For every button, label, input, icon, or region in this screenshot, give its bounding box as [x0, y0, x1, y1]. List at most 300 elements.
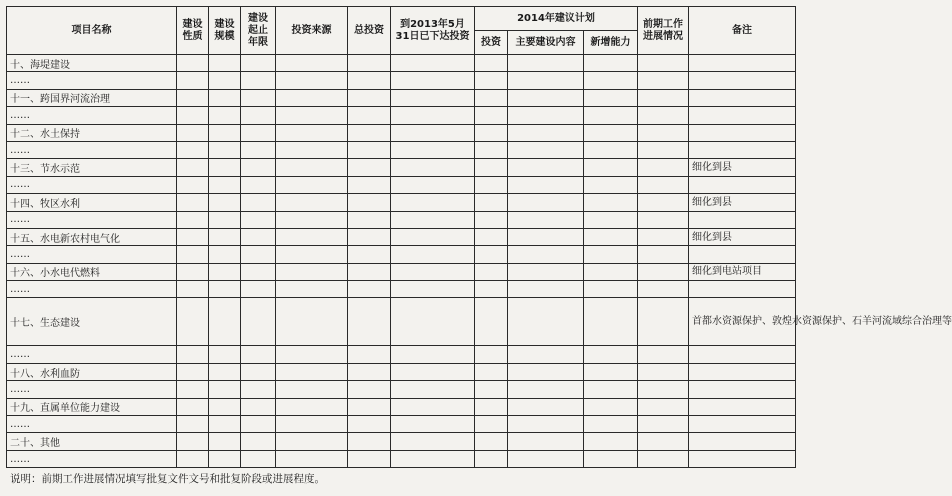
table-cell	[276, 416, 348, 433]
table-cell	[276, 72, 348, 89]
table-cell	[391, 211, 475, 228]
table-cell	[209, 89, 241, 106]
table-cell	[508, 141, 584, 158]
remarks-cell	[689, 450, 796, 467]
table-cell	[508, 72, 584, 89]
table-cell	[276, 298, 348, 346]
remarks-cell	[689, 416, 796, 433]
remarks-cell	[689, 381, 796, 398]
table-cell	[276, 55, 348, 72]
table-cell	[177, 246, 209, 263]
table-cell	[276, 228, 348, 245]
table-cell	[584, 263, 638, 280]
project-name-cell: ……	[7, 416, 177, 433]
table-cell	[475, 124, 508, 141]
table-cell	[209, 176, 241, 193]
table-cell	[475, 107, 508, 124]
table-cell	[638, 141, 689, 158]
table-cell	[348, 176, 391, 193]
remarks-cell	[689, 281, 796, 298]
remarks-cell	[689, 433, 796, 450]
table-cell	[241, 89, 276, 106]
table-cell	[209, 363, 241, 380]
col-preliminary-progress: 前期工作进展情况	[638, 7, 689, 55]
table-cell	[241, 246, 276, 263]
table-cell	[209, 298, 241, 346]
remarks-cell	[689, 176, 796, 193]
table-cell	[209, 398, 241, 415]
table-cell	[241, 450, 276, 467]
table-cell	[209, 416, 241, 433]
table-cell	[241, 159, 276, 176]
col-issued-investment: 到2013年5月31日已下达投资	[391, 7, 475, 55]
col-group-plan-2014: 2014年建议计划	[475, 7, 638, 31]
table-cell	[475, 246, 508, 263]
remarks-cell	[689, 363, 796, 380]
table-cell	[348, 298, 391, 346]
remarks-cell	[689, 398, 796, 415]
table-cell	[391, 141, 475, 158]
table-cell	[638, 298, 689, 346]
remarks-cell	[689, 55, 796, 72]
table-cell	[475, 211, 508, 228]
table-cell	[475, 176, 508, 193]
table-cell	[241, 263, 276, 280]
table-cell	[391, 107, 475, 124]
table-cell	[348, 107, 391, 124]
table-cell	[638, 381, 689, 398]
remarks-cell	[689, 211, 796, 228]
project-name-cell: 十八、水利血防	[7, 363, 177, 380]
table-cell	[177, 211, 209, 228]
table-cell	[209, 107, 241, 124]
table-cell	[475, 416, 508, 433]
table-cell	[177, 159, 209, 176]
remarks-cell: 细化到县	[689, 159, 796, 176]
col-construction-period: 建设起止年限	[241, 7, 276, 55]
table-cell	[276, 263, 348, 280]
table-cell	[276, 246, 348, 263]
table-cell	[348, 381, 391, 398]
table-cell	[391, 450, 475, 467]
table-cell	[348, 346, 391, 363]
table-cell	[276, 381, 348, 398]
table-cell	[391, 89, 475, 106]
table-cell	[584, 194, 638, 211]
table-cell	[508, 363, 584, 380]
table-cell	[638, 107, 689, 124]
table-cell	[348, 363, 391, 380]
table-cell	[209, 381, 241, 398]
table-cell	[276, 398, 348, 415]
table-cell	[638, 346, 689, 363]
table-row	[7, 281, 796, 298]
table-cell	[638, 72, 689, 89]
table-cell	[508, 381, 584, 398]
table-cell	[391, 363, 475, 380]
table-cell	[508, 416, 584, 433]
remarks-cell: 首都水资源保护、敦煌水资源保护、石羊河流域综合治理等	[689, 298, 796, 346]
table-cell	[638, 194, 689, 211]
table-cell	[475, 281, 508, 298]
table-cell	[638, 281, 689, 298]
table-cell	[391, 72, 475, 89]
table-cell	[584, 281, 638, 298]
project-name-cell: 十九、直属单位能力建设	[7, 398, 177, 415]
table-cell	[508, 159, 584, 176]
col-total-investment: 总投资	[348, 7, 391, 55]
project-name-cell: ……	[7, 141, 177, 158]
table-cell	[391, 263, 475, 280]
table-cell	[475, 72, 508, 89]
project-name-cell: ……	[7, 346, 177, 363]
table-cell	[241, 298, 276, 346]
table-cell	[348, 263, 391, 280]
table-cell	[241, 228, 276, 245]
remarks-cell	[689, 246, 796, 263]
table-cell	[391, 398, 475, 415]
table-cell	[241, 281, 276, 298]
table-cell	[348, 211, 391, 228]
table-cell	[475, 55, 508, 72]
table-cell	[241, 194, 276, 211]
table-cell	[209, 211, 241, 228]
table-cell	[177, 398, 209, 415]
table-cell	[177, 281, 209, 298]
project-name-cell: 十五、水电新农村电气化	[7, 228, 177, 245]
table-cell	[508, 228, 584, 245]
table-cell	[475, 363, 508, 380]
table-row	[7, 228, 796, 245]
table-cell	[391, 176, 475, 193]
table-cell	[508, 107, 584, 124]
table-cell	[508, 346, 584, 363]
table-cell	[391, 228, 475, 245]
table-row	[7, 159, 796, 176]
table-row	[7, 72, 796, 89]
table-row	[7, 89, 796, 106]
table-cell	[391, 281, 475, 298]
table-cell	[177, 381, 209, 398]
table-cell	[508, 211, 584, 228]
table-row	[7, 194, 796, 211]
table-cell	[177, 124, 209, 141]
project-name-cell: 十三、节水示范	[7, 159, 177, 176]
table-cell	[241, 416, 276, 433]
table-cell	[638, 124, 689, 141]
table-cell	[638, 89, 689, 106]
table-cell	[177, 263, 209, 280]
table-cell	[177, 141, 209, 158]
table-cell	[348, 246, 391, 263]
table-cell	[276, 346, 348, 363]
remarks-cell	[689, 346, 796, 363]
table-cell	[638, 263, 689, 280]
table-cell	[209, 72, 241, 89]
col-funding-source: 投资来源	[276, 7, 348, 55]
table-cell	[638, 398, 689, 415]
table-row	[7, 55, 796, 72]
table-cell	[584, 381, 638, 398]
table-cell	[391, 416, 475, 433]
table-cell	[241, 176, 276, 193]
table-cell	[508, 89, 584, 106]
table-cell	[584, 72, 638, 89]
table-cell	[241, 381, 276, 398]
table-cell	[276, 107, 348, 124]
table-cell	[276, 159, 348, 176]
remarks-cell: 细化到县	[689, 228, 796, 245]
table-cell	[177, 363, 209, 380]
table-cell	[209, 433, 241, 450]
table-cell	[508, 298, 584, 346]
table-cell	[508, 176, 584, 193]
table-cell	[508, 281, 584, 298]
table-cell	[584, 107, 638, 124]
table-cell	[508, 398, 584, 415]
table-cell	[177, 194, 209, 211]
table-cell	[209, 450, 241, 467]
table-cell	[475, 381, 508, 398]
project-name-cell: 十四、牧区水利	[7, 194, 177, 211]
table-cell	[475, 159, 508, 176]
col-remarks: 备注	[689, 7, 796, 55]
table-cell	[508, 246, 584, 263]
table-cell	[348, 450, 391, 467]
table-cell	[241, 211, 276, 228]
table-cell	[638, 433, 689, 450]
table-cell	[638, 450, 689, 467]
table-cell	[475, 433, 508, 450]
table-cell	[276, 124, 348, 141]
table-cell	[348, 159, 391, 176]
project-name-cell: ……	[7, 450, 177, 467]
table-cell	[475, 141, 508, 158]
project-name-cell: ……	[7, 246, 177, 263]
table-cell	[241, 398, 276, 415]
table-cell	[348, 433, 391, 450]
table-row	[7, 450, 796, 467]
table-cell	[209, 263, 241, 280]
table-cell	[584, 211, 638, 228]
table-cell	[391, 124, 475, 141]
table-cell	[391, 381, 475, 398]
project-name-cell: ……	[7, 72, 177, 89]
project-name-cell: ……	[7, 281, 177, 298]
table-cell	[638, 363, 689, 380]
table-cell	[584, 159, 638, 176]
table-cell	[348, 398, 391, 415]
table-cell	[276, 281, 348, 298]
remarks-cell	[689, 124, 796, 141]
table-cell	[584, 416, 638, 433]
table-cell	[177, 107, 209, 124]
table-cell	[638, 176, 689, 193]
table-row	[7, 433, 796, 450]
project-name-cell: 十二、水土保持	[7, 124, 177, 141]
table-cell	[177, 176, 209, 193]
project-name-cell: ……	[7, 176, 177, 193]
col-investment: 投资	[475, 31, 508, 55]
table-cell	[177, 72, 209, 89]
table-cell	[584, 55, 638, 72]
table-cell	[475, 263, 508, 280]
table-cell	[638, 228, 689, 245]
table-cell	[177, 416, 209, 433]
col-construction-scale: 建设规模	[209, 7, 241, 55]
investment-plan-table	[6, 6, 952, 468]
table-cell	[391, 55, 475, 72]
table-cell	[584, 124, 638, 141]
table-row	[7, 141, 796, 158]
table-row	[7, 107, 796, 124]
table-cell	[584, 346, 638, 363]
project-name-cell: 十六、小水电代燃料	[7, 263, 177, 280]
table-cell	[391, 433, 475, 450]
col-construction-nature: 建设性质	[177, 7, 209, 55]
footnote: 说明：前期工作进展情况填写批复文件文号和批复阶段或进展程度。	[10, 473, 325, 485]
table-cell	[241, 346, 276, 363]
remarks-cell	[689, 141, 796, 158]
table-row	[7, 211, 796, 228]
table-cell	[276, 194, 348, 211]
table-cell	[508, 433, 584, 450]
table-cell	[209, 246, 241, 263]
col-main-content: 主要建设内容	[508, 31, 584, 55]
table-cell	[584, 89, 638, 106]
table-cell	[638, 416, 689, 433]
table-cell	[209, 55, 241, 72]
table-cell	[209, 124, 241, 141]
col-project-name: 项目名称	[7, 7, 177, 55]
project-name-cell: 十一、跨国界河流治理	[7, 89, 177, 106]
table-row	[7, 176, 796, 193]
table-row	[7, 363, 796, 380]
table-cell	[209, 346, 241, 363]
table-row	[7, 263, 796, 280]
project-name-cell: 十七、生态建设	[7, 298, 177, 346]
table-row	[7, 346, 796, 363]
table-cell	[638, 246, 689, 263]
table-cell	[391, 159, 475, 176]
table-cell	[348, 416, 391, 433]
table-cell	[209, 141, 241, 158]
table-row	[7, 246, 796, 263]
table-cell	[391, 246, 475, 263]
table-cell	[177, 450, 209, 467]
table-row	[7, 298, 796, 346]
table-cell	[209, 159, 241, 176]
table-cell	[638, 211, 689, 228]
table-cell	[241, 363, 276, 380]
table-cell	[508, 263, 584, 280]
table-row	[7, 124, 796, 141]
table-cell	[475, 398, 508, 415]
table-cell	[348, 55, 391, 72]
table-row	[7, 416, 796, 433]
table-cell	[177, 433, 209, 450]
table-cell	[177, 228, 209, 245]
table-cell	[276, 211, 348, 228]
project-name-cell: ……	[7, 107, 177, 124]
table-cell	[209, 281, 241, 298]
table-cell	[241, 124, 276, 141]
table-cell	[584, 433, 638, 450]
project-name-cell: 十、海堤建设	[7, 55, 177, 72]
table-cell	[475, 298, 508, 346]
table-cell	[177, 298, 209, 346]
table-cell	[276, 141, 348, 158]
table-cell	[276, 433, 348, 450]
table-cell	[348, 141, 391, 158]
table-cell	[584, 450, 638, 467]
table-cell	[241, 141, 276, 158]
table-cell	[348, 72, 391, 89]
table-cell	[177, 55, 209, 72]
table-cell	[241, 107, 276, 124]
table-cell	[475, 450, 508, 467]
table-cell	[391, 298, 475, 346]
table-row	[7, 381, 796, 398]
table-cell	[584, 298, 638, 346]
table-cell	[508, 124, 584, 141]
table-body	[7, 55, 952, 468]
table-cell	[348, 124, 391, 141]
table-cell	[348, 89, 391, 106]
table-cell	[276, 89, 348, 106]
table-cell	[508, 55, 584, 72]
remarks-cell	[689, 89, 796, 106]
remarks-cell	[689, 72, 796, 89]
table-cell	[584, 398, 638, 415]
remarks-cell	[689, 107, 796, 124]
table-cell	[638, 159, 689, 176]
project-name-cell: 二十、其他	[7, 433, 177, 450]
table-cell	[475, 194, 508, 211]
table-cell	[475, 346, 508, 363]
table-cell	[584, 246, 638, 263]
project-name-cell: ……	[7, 381, 177, 398]
table-cell	[508, 450, 584, 467]
table-cell	[241, 72, 276, 89]
table-cell	[638, 55, 689, 72]
project-name-cell: ……	[7, 211, 177, 228]
table-cell	[276, 176, 348, 193]
table-cell	[475, 89, 508, 106]
table-cell	[276, 363, 348, 380]
table-cell	[475, 228, 508, 245]
table-cell	[391, 194, 475, 211]
table-cell	[508, 194, 584, 211]
table-cell	[276, 450, 348, 467]
remarks-cell: 细化到县	[689, 194, 796, 211]
table-cell	[391, 346, 475, 363]
table-cell	[241, 55, 276, 72]
table-row	[7, 398, 796, 415]
table-cell	[177, 346, 209, 363]
table-cell	[584, 363, 638, 380]
table-cell	[209, 228, 241, 245]
col-new-capacity: 新增能力	[584, 31, 638, 55]
table-cell	[241, 433, 276, 450]
table-cell	[348, 281, 391, 298]
table-cell	[584, 228, 638, 245]
table-cell	[584, 176, 638, 193]
table-cell	[584, 141, 638, 158]
table-cell	[348, 228, 391, 245]
table-cell	[209, 194, 241, 211]
remarks-cell: 细化到电站项目	[689, 263, 796, 280]
